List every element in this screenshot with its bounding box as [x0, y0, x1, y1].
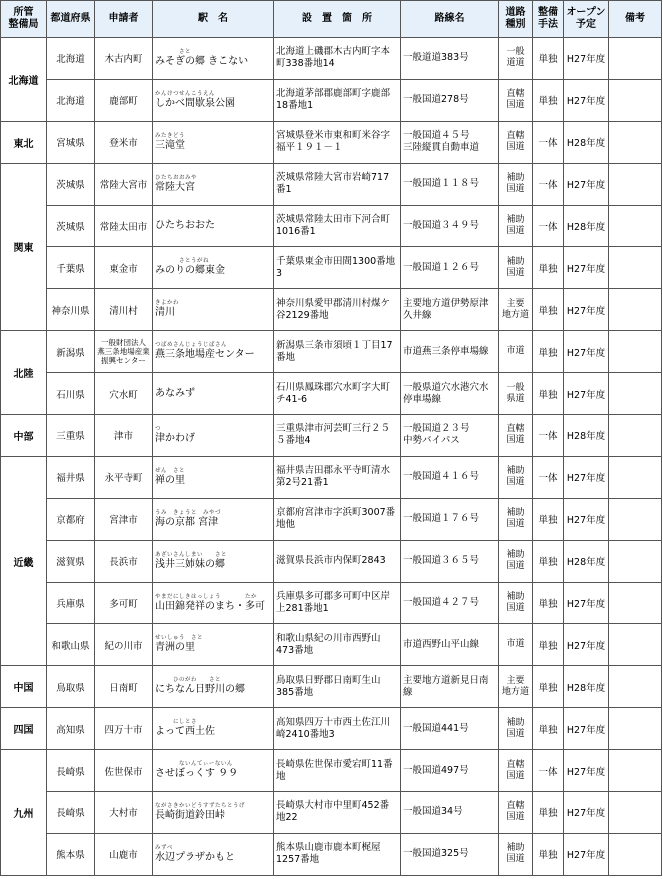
opening-cell: H28年度 — [564, 540, 609, 582]
opening-cell: H27年度 — [564, 373, 609, 415]
opening-cell: H28年度 — [564, 666, 609, 708]
route-cell: 主要地方道伊勢原津久井線 — [401, 289, 499, 331]
method-cell: 単独 — [533, 79, 564, 121]
station-furigana: やまだにしきはっしょう たか — [155, 593, 258, 600]
station-furigana: きよかわ — [155, 300, 180, 307]
station-name: よって西土佐 — [155, 726, 215, 738]
table-row — [1, 205, 662, 247]
header-row — [1, 1, 662, 38]
applicant-cell: 穴水町 — [95, 373, 153, 415]
station-furigana: にしとさ — [155, 719, 198, 726]
applicant-cell: 永平寺町 — [95, 456, 153, 498]
road-type-cell: 直轄 国道 — [499, 792, 533, 834]
road-type-cell: 補助 国道 — [499, 247, 533, 289]
table-row — [1, 289, 662, 331]
notes-cell — [609, 666, 662, 708]
prefecture-cell: 茨城県 — [47, 205, 95, 247]
bureau-cell: 中国 — [1, 666, 47, 708]
opening-cell: H27年度 — [564, 38, 609, 80]
route-cell: 一般国道34号 — [401, 792, 499, 834]
method-cell: 単独 — [533, 708, 564, 750]
table-row — [1, 163, 662, 205]
prefecture-cell: 滋賀県 — [47, 540, 95, 582]
station-cell — [153, 540, 274, 582]
road-type-cell: 直轄 国道 — [499, 79, 533, 121]
method-cell: 単独 — [533, 247, 564, 289]
table-row — [1, 792, 662, 834]
table-row — [1, 540, 662, 582]
opening-cell: H27年度 — [564, 750, 609, 792]
road-type-cell: 補助 国道 — [499, 205, 533, 247]
station-cell — [153, 582, 274, 624]
table-row — [1, 373, 662, 415]
prefecture-cell: 兵庫県 — [47, 582, 95, 624]
road-type-cell: 補助 国道 — [499, 163, 533, 205]
location-cell: 長崎県大村市中里町452番地22 — [274, 792, 401, 834]
prefecture-cell: 三重県 — [47, 415, 95, 457]
opening-cell: H27年度 — [564, 582, 609, 624]
header-location: 設 置 箇 所 — [274, 1, 401, 38]
route-cell: 一般道道383号 — [401, 38, 499, 80]
applicant-cell: 一般財団法人 燕三条地場産業 振興センター — [95, 331, 153, 373]
location-cell: 滋賀県長浜市内保町2843 — [274, 540, 401, 582]
station-furigana: つばめさんじょうじばさん — [155, 342, 228, 349]
road-type-cell: 主要 地方道 — [499, 666, 533, 708]
applicant-cell: 鹿部町 — [95, 79, 153, 121]
route-cell: 市道西野山平山線 — [401, 624, 499, 666]
station-cell — [153, 247, 274, 289]
opening-cell: H27年度 — [564, 792, 609, 834]
notes-cell — [609, 205, 662, 247]
header-method: 整備 手法 — [533, 1, 564, 38]
opening-cell: H27年度 — [564, 456, 609, 498]
bureau-cell: 近畿 — [1, 456, 47, 665]
location-cell: 新潟県三条市須頃１丁目17番地 — [274, 331, 401, 373]
station-cell — [153, 205, 274, 247]
bureau-cell: 中部 — [1, 415, 47, 457]
station-cell — [153, 163, 274, 205]
opening-cell: H28年度 — [564, 121, 609, 163]
location-cell: 茨城県常陸太田市下河合町1016番1 — [274, 205, 401, 247]
notes-cell — [609, 624, 662, 666]
method-cell: 一体 — [533, 456, 564, 498]
prefecture-cell: 北海道 — [47, 79, 95, 121]
bureau-cell: 四国 — [1, 708, 47, 750]
method-cell: 単独 — [533, 38, 564, 80]
method-cell: 一体 — [533, 205, 564, 247]
notes-cell — [609, 582, 662, 624]
notes-cell — [609, 121, 662, 163]
route-cell: 一般国道１２６号 — [401, 247, 499, 289]
location-cell: 長崎県佐世保市愛宕町11番地 — [274, 750, 401, 792]
method-cell: 単独 — [533, 666, 564, 708]
station-name: みそぎの郷 きこない — [155, 55, 249, 67]
method-cell: 単独 — [533, 540, 564, 582]
route-cell: 一般国道２３号 中勢バイパス — [401, 415, 499, 457]
route-cell: 一般国道３４９号 — [401, 205, 499, 247]
method-cell: 一体 — [533, 121, 564, 163]
location-cell: 石川県鳳珠郡穴水町字大町チ41-6 — [274, 373, 401, 415]
bureau-cell: 九州 — [1, 750, 47, 876]
station-name: させぼっくす ９９ — [155, 768, 239, 780]
applicant-cell: 長浜市 — [95, 540, 153, 582]
method-cell: 一体 — [533, 750, 564, 792]
opening-cell: H27年度 — [564, 289, 609, 331]
opening-cell: H27年度 — [564, 331, 609, 373]
applicant-cell: 紀の川市 — [95, 624, 153, 666]
prefecture-cell: 神奈川県 — [47, 289, 95, 331]
station-furigana: みずべ — [155, 844, 173, 851]
prefecture-cell: 熊本県 — [47, 833, 95, 875]
station-cell — [153, 79, 274, 121]
route-cell: 主要地方道新見日南線 — [401, 666, 499, 708]
prefecture-cell: 高知県 — [47, 708, 95, 750]
location-cell: 三重県津市河芸町三行２５５番地4 — [274, 415, 401, 457]
route-cell: 一般県道穴水港穴水停車場線 — [401, 373, 499, 415]
opening-cell: H27年度 — [564, 79, 609, 121]
bureau-cell: 北海道 — [1, 38, 47, 122]
location-cell: 宮城県登米市東和町米谷字福平１９１－１ — [274, 121, 401, 163]
notes-cell — [609, 792, 662, 834]
station-name: しかべ間歇泉公園 — [155, 97, 235, 109]
notes-cell — [609, 540, 662, 582]
method-cell: 単独 — [533, 373, 564, 415]
station-cell — [153, 750, 274, 792]
route-cell: 一般国道４１６号 — [401, 456, 499, 498]
station-name: 常陸大宮 — [155, 181, 195, 193]
method-cell: 一体 — [533, 163, 564, 205]
road-type-cell: 一般 道道 — [499, 38, 533, 80]
station-name: 禅の里 — [155, 474, 185, 486]
station-furigana: さと — [155, 48, 192, 55]
station-cell — [153, 833, 274, 875]
station-furigana: かんけつせんこうえん — [155, 90, 216, 97]
location-cell: 高知県四万十市西土佐江川崎2410番地3 — [274, 708, 401, 750]
station-furigana: ひのがわ さと — [155, 677, 222, 684]
station-name: 長崎街道鈴田峠 — [155, 809, 225, 821]
notes-cell — [609, 750, 662, 792]
station-cell — [153, 792, 274, 834]
prefecture-cell: 長崎県 — [47, 792, 95, 834]
notes-cell — [609, 498, 662, 540]
header-station-name: 駅 名 — [153, 1, 274, 38]
route-cell: 市道燕三条停車場線 — [401, 331, 499, 373]
route-cell: 一般国道４２７号 — [401, 582, 499, 624]
applicant-cell: 清川村 — [95, 289, 153, 331]
route-cell: 一般国道３６５号 — [401, 540, 499, 582]
opening-cell: H27年度 — [564, 624, 609, 666]
station-furigana: さとうがね — [155, 258, 210, 265]
prefecture-cell: 長崎県 — [47, 750, 95, 792]
road-type-cell: 補助 国道 — [499, 456, 533, 498]
method-cell: 単独 — [533, 498, 564, 540]
header-prefecture: 都道府県 — [47, 1, 95, 38]
opening-cell: H27年度 — [564, 708, 609, 750]
route-cell: 一般国道278号 — [401, 79, 499, 121]
location-cell: 千葉県東金市田間1300番地3 — [274, 247, 401, 289]
road-type-cell: 補助 国道 — [499, 582, 533, 624]
station-name: 燕三条地場産センター — [155, 349, 255, 361]
method-cell: 一体 — [533, 415, 564, 457]
station-name: あなみず — [155, 387, 195, 399]
route-cell: 一般国道４５号 三陸縦貫自動車道 — [401, 121, 499, 163]
applicant-cell: 常陸大宮市 — [95, 163, 153, 205]
table-row — [1, 121, 662, 163]
table-row — [1, 582, 662, 624]
station-name: 青洲の里 — [155, 642, 195, 654]
station-furigana: あざいさんしまい さと — [155, 551, 228, 558]
table-row — [1, 415, 662, 457]
station-name: 海の京都 宮津 — [155, 516, 219, 528]
station-cell — [153, 373, 274, 415]
applicant-cell: 津市 — [95, 415, 153, 457]
station-furigana: ぜん さと — [155, 467, 186, 474]
prefecture-cell: 新潟県 — [47, 331, 95, 373]
opening-cell: H27年度 — [564, 163, 609, 205]
location-cell: 京都府宮津市字浜町3007番地他 — [274, 498, 401, 540]
table-row — [1, 247, 662, 289]
station-name: 浅井三姉妹の郷 — [155, 558, 225, 570]
applicant-cell: 多可町 — [95, 582, 153, 624]
applicant-cell: 大村市 — [95, 792, 153, 834]
location-cell: 北海道茅部郡鹿部町字鹿部18番地1 — [274, 79, 401, 121]
station-furigana: ながさきかいどうすずたちとうげ — [155, 802, 246, 809]
route-cell: 一般国道497号 — [401, 750, 499, 792]
station-cell — [153, 121, 274, 163]
prefecture-cell: 茨城県 — [47, 163, 95, 205]
table-row — [1, 456, 662, 498]
route-cell: 一般国道１７６号 — [401, 498, 499, 540]
station-cell — [153, 456, 274, 498]
route-cell: 一般国道325号 — [401, 833, 499, 875]
opening-cell: H27年度 — [564, 247, 609, 289]
header-bureau: 所管 整備局 — [1, 1, 47, 38]
route-cell: 一般国道441号 — [401, 708, 499, 750]
road-type-cell: 直轄 国道 — [499, 750, 533, 792]
applicant-cell: 日南町 — [95, 666, 153, 708]
prefecture-cell: 千葉県 — [47, 247, 95, 289]
notes-cell — [609, 833, 662, 875]
method-cell: 単独 — [533, 289, 564, 331]
route-cell: 一般国道１１８号 — [401, 163, 499, 205]
table-row — [1, 750, 662, 792]
station-cell — [153, 38, 274, 80]
table-row — [1, 833, 662, 875]
prefecture-cell: 鳥取県 — [47, 666, 95, 708]
notes-cell — [609, 331, 662, 373]
table-row — [1, 79, 662, 121]
table-row — [1, 38, 662, 80]
location-cell: 兵庫県多可郡多可町中区岸上281番地1 — [274, 582, 401, 624]
table-row — [1, 708, 662, 750]
station-furigana: みたきどう — [155, 132, 186, 139]
road-type-cell: 補助 国道 — [499, 498, 533, 540]
notes-cell — [609, 247, 662, 289]
station-name: ひたちおおた — [155, 220, 215, 231]
location-cell: 福井県吉田郡永平寺町清水第2号21番1 — [274, 456, 401, 498]
applicant-cell: 木古内町 — [95, 38, 153, 80]
station-name: 津かわげ — [155, 432, 195, 444]
station-cell — [153, 331, 274, 373]
station-name: 三滝堂 — [155, 139, 185, 151]
station-cell — [153, 498, 274, 540]
header-notes: 備考 — [609, 1, 662, 38]
applicant-cell: 宮津市 — [95, 498, 153, 540]
bureau-cell: 関東 — [1, 163, 47, 331]
applicant-cell: 山鹿市 — [95, 833, 153, 875]
location-cell: 北海道上磯郡木古内町字本町338番地14 — [274, 38, 401, 80]
opening-cell: H27年度 — [564, 833, 609, 875]
applicant-cell: 登米市 — [95, 121, 153, 163]
prefecture-cell: 北海道 — [47, 38, 95, 80]
applicant-cell: 四万十市 — [95, 708, 153, 750]
table-row — [1, 498, 662, 540]
station-name: にちなん日野川の郷 — [155, 684, 245, 696]
opening-cell: H28年度 — [564, 205, 609, 247]
road-type-cell: 市道 — [499, 331, 533, 373]
method-cell: 単独 — [533, 582, 564, 624]
station-cell — [153, 666, 274, 708]
header-route: 路線名 — [401, 1, 499, 38]
road-type-cell: 補助 国道 — [499, 708, 533, 750]
station-cell — [153, 415, 274, 457]
station-furigana: うみ きょうと みやづ — [155, 509, 222, 516]
station-cell — [153, 624, 274, 666]
bureau-cell: 東北 — [1, 121, 47, 163]
applicant-cell: 常陸太田市 — [95, 205, 153, 247]
applicant-cell: 佐世保市 — [95, 750, 153, 792]
notes-cell — [609, 415, 662, 457]
bureau-cell: 北陸 — [1, 331, 47, 415]
prefecture-cell: 宮城県 — [47, 121, 95, 163]
location-cell: 神奈川県愛甲郡清川村煤ケ谷2129番地 — [274, 289, 401, 331]
table-row — [1, 666, 662, 708]
road-type-cell: 直轄 国道 — [499, 121, 533, 163]
notes-cell — [609, 373, 662, 415]
location-cell: 茨城県常陸大宮市岩崎717番1 — [274, 163, 401, 205]
location-cell: 和歌山県紀の川市西野山473番地 — [274, 624, 401, 666]
header-applicant: 申請者 — [95, 1, 153, 38]
road-type-cell: 主要 地方道 — [499, 289, 533, 331]
prefecture-cell: 石川県 — [47, 373, 95, 415]
location-cell: 鳥取県日野郡日南町生山385番地 — [274, 666, 401, 708]
station-name: 山田錦発祥のまち・多可 — [155, 600, 265, 612]
notes-cell — [609, 456, 662, 498]
road-type-cell: 市道 — [499, 624, 533, 666]
road-type-cell: 補助 国道 — [499, 540, 533, 582]
station-furigana: ひたちおおみや — [155, 174, 198, 181]
table-row — [1, 624, 662, 666]
station-name: みのりの郷東金 — [155, 265, 225, 277]
station-cell — [153, 708, 274, 750]
prefecture-cell: 和歌山県 — [47, 624, 95, 666]
notes-cell — [609, 79, 662, 121]
location-cell: 熊本県山鹿市鹿本町梶屋1257番地 — [274, 833, 401, 875]
table-row — [1, 331, 662, 373]
station-furigana: ないんてぃーないん — [155, 761, 233, 768]
header-road-type: 道路 種別 — [499, 1, 533, 38]
notes-cell — [609, 163, 662, 205]
station-furigana: つ — [155, 425, 162, 432]
table-body — [1, 38, 662, 876]
applicant-cell: 東金市 — [95, 247, 153, 289]
method-cell: 単独 — [533, 833, 564, 875]
station-name: 水辺プラザかもと — [155, 851, 235, 863]
notes-cell — [609, 38, 662, 80]
opening-cell: H27年度 — [564, 498, 609, 540]
notes-cell — [609, 289, 662, 331]
station-cell — [153, 289, 274, 331]
method-cell: 単独 — [533, 792, 564, 834]
station-furigana: せいしゅう さと — [155, 635, 204, 642]
prefecture-cell: 福井県 — [47, 456, 95, 498]
road-type-cell: 一般 県道 — [499, 373, 533, 415]
road-type-cell: 補助 国道 — [499, 833, 533, 875]
notes-cell — [609, 708, 662, 750]
header-opening: オープン 予定 — [564, 1, 609, 38]
station-name: 清川 — [155, 307, 175, 319]
method-cell: 単独 — [533, 331, 564, 373]
road-type-cell: 直轄 国道 — [499, 415, 533, 457]
opening-cell: H28年度 — [564, 415, 609, 457]
prefecture-cell: 京都府 — [47, 498, 95, 540]
method-cell: 単独 — [533, 624, 564, 666]
